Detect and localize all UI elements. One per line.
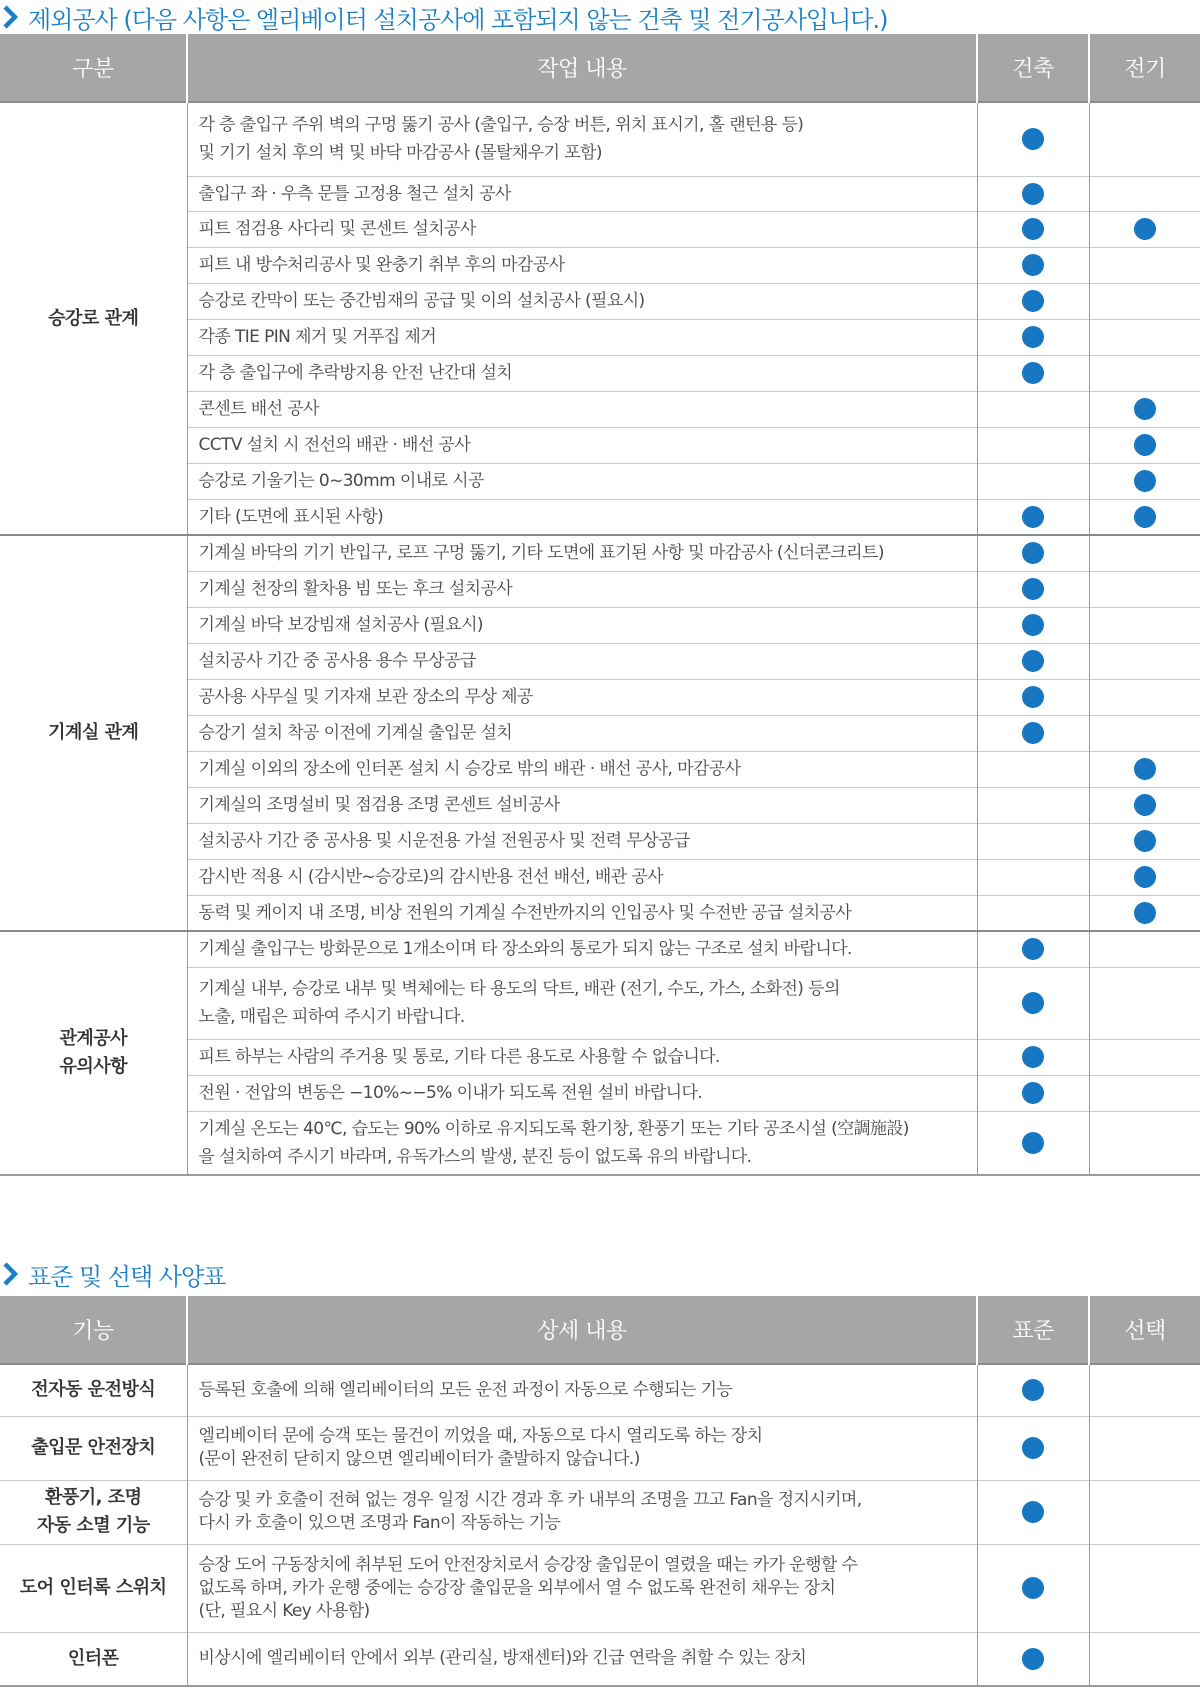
- work-description: [187, 247, 977, 283]
- work-description: [187, 499, 977, 535]
- electrical-cell: [1089, 355, 1200, 391]
- text-line: 콘센트 배선 공사: [198, 399, 319, 419]
- electrical-cell: [1089, 787, 1200, 823]
- function-detail: [187, 1480, 977, 1544]
- electrical-mark-icon: [1134, 470, 1156, 492]
- work-description: [187, 787, 977, 823]
- work-description: [187, 463, 977, 499]
- architecture-cell: [977, 571, 1089, 607]
- header-function: 기능: [0, 1296, 187, 1364]
- work-description: [187, 355, 977, 391]
- text-line: 각종 TIE PIN 제거 및 거푸집 제거: [198, 327, 437, 347]
- text-line: 을 설치하여 주시기 바라며, 유독가스의 발생, 분진 등이 없도록 유의 바랍니다.: [198, 1146, 752, 1167]
- work-description: [187, 1075, 977, 1111]
- architecture-mark-icon: [1022, 128, 1044, 150]
- table-row: [0, 1632, 1200, 1686]
- optional-cell: [1089, 1480, 1200, 1544]
- architecture-cell: [977, 1039, 1089, 1075]
- electrical-cell: [1089, 463, 1200, 499]
- function-detail: [187, 1364, 977, 1416]
- text-line: 기계실 온도는 40℃, 습도는 90% 이하로 유지되도록 환기창, 환풍기 또는 기타 공조시설 (空調施設): [198, 1118, 909, 1139]
- text-line: 기계실 천장의 활차용 빔 또는 후크 설치공사: [198, 579, 513, 599]
- work-description: [187, 607, 977, 643]
- electrical-cell: [1089, 715, 1200, 751]
- text-line: 환풍기, 조명: [44, 1487, 142, 1508]
- table-row: [0, 1480, 1200, 1544]
- electrical-cell: [1089, 823, 1200, 859]
- architecture-cell: [977, 895, 1089, 931]
- work-description: [187, 1039, 977, 1075]
- standard-mark-icon: [1022, 1437, 1044, 1459]
- text-line: 비상시에 엘리베이터 안에서 외부 (관리실, 방재센터)와 긴급 연락을 취할 수 있는 장치: [198, 1648, 807, 1669]
- standard-mark-icon: [1022, 1501, 1044, 1523]
- text-line: 동력 및 케이지 내 조명, 비상 전원의 기계실 수전반까지의 인입공사 및 수전반 공급 설치공사: [198, 902, 852, 923]
- table-row: [0, 931, 1200, 967]
- architecture-mark-icon: [1022, 938, 1044, 960]
- electrical-cell: [1089, 679, 1200, 715]
- architecture-cell: [977, 463, 1089, 499]
- architecture-cell: [977, 967, 1089, 1039]
- group-label: 기계실 관계: [0, 535, 187, 931]
- text-line: (단, 필요시 Key 사용함): [198, 1600, 370, 1621]
- work-description: [187, 283, 977, 319]
- group-label: 승강로 관계: [0, 102, 187, 535]
- architecture-cell: [977, 679, 1089, 715]
- electrical-cell: [1089, 102, 1200, 176]
- architecture-mark-icon: [1022, 650, 1044, 672]
- work-description: [187, 1111, 977, 1175]
- section1-title-text: 제외공사 (다음 사항은 엘리베이터 설치공사에 포함되지 않는 건축 및 전기공사입니다.): [28, 5, 888, 34]
- text-line: 감시반 적용 시 (감시반~승강로)의 감시반용 전선 배선, 배관 공사: [198, 867, 663, 887]
- header-work-content: 작업 내용: [187, 34, 977, 102]
- standard-mark-icon: [1022, 1379, 1044, 1401]
- text-line: 기계실의 조명설비 및 점검용 조명 콘센트 설비공사: [198, 795, 560, 815]
- architecture-mark-icon: [1022, 1082, 1044, 1104]
- text-line: 다시 카 호출이 있으면 조명과 Fan이 작동하는 기능: [198, 1513, 561, 1533]
- text-line: 없도록 하며, 카가 운행 중에는 승강장 출입문을 외부에서 열 수 없도록 완전히 채우는 장치: [198, 1577, 836, 1598]
- text-line: 승강로 칸막이 또는 중간빔재의 공급 및 이의 설치공사 (필요시): [198, 291, 645, 311]
- architecture-mark-icon: [1022, 218, 1044, 240]
- architecture-mark-icon: [1022, 254, 1044, 276]
- architecture-cell: [977, 823, 1089, 859]
- text-line: 인터폰: [67, 1647, 119, 1669]
- function-name: [0, 1364, 187, 1416]
- header-detail: 상세 내용: [187, 1296, 977, 1364]
- electrical-mark-icon: [1134, 218, 1156, 240]
- electrical-cell: [1089, 859, 1200, 895]
- text-line: 기계실 바닥의 기기 반입구, 로프 구멍 뚫기, 기타 도면에 표기된 사항 및 마감공사 (신더콘크리트): [198, 543, 884, 564]
- architecture-cell: [977, 176, 1089, 211]
- text-line: 전자동 운전방식: [31, 1379, 156, 1401]
- function-detail: [187, 1544, 977, 1632]
- electrical-cell: [1089, 283, 1200, 319]
- architecture-cell: [977, 931, 1089, 967]
- text-line: 기타 (도면에 표시된 사항): [198, 506, 384, 527]
- work-description: [187, 319, 977, 355]
- work-description: [187, 102, 977, 176]
- electrical-cell: [1089, 967, 1200, 1039]
- table-row: [0, 1544, 1200, 1632]
- work-description: [187, 571, 977, 607]
- table-row: [0, 535, 1200, 571]
- architecture-cell: [977, 1111, 1089, 1175]
- work-description: [187, 643, 977, 679]
- electrical-mark-icon: [1134, 434, 1156, 456]
- electrical-cell: [1089, 1075, 1200, 1111]
- text-line: 승강로 기울기는 0~30mm 이내로 시공: [198, 471, 484, 491]
- text-line: 승장 도어 구동장치에 취부된 도어 안전장치로서 승강장 출입문이 열렸을 때는 카가 운행할 수: [198, 1554, 858, 1575]
- electrical-cell: [1089, 1039, 1200, 1075]
- function-detail: [187, 1632, 977, 1686]
- text-line: 노출, 매립은 피하여 주시기 바랍니다.: [198, 1007, 465, 1027]
- spec-table: [0, 1296, 1200, 1687]
- work-description: [187, 859, 977, 895]
- function-name: [0, 1632, 187, 1686]
- electrical-mark-icon: [1134, 506, 1156, 528]
- architecture-cell: [977, 355, 1089, 391]
- text-line: 등록된 호출에 의해 엘리베이터의 모든 운전 과정이 자동으로 수행되는 기능: [198, 1379, 733, 1400]
- architecture-mark-icon: [1022, 362, 1044, 384]
- architecture-cell: [977, 247, 1089, 283]
- table-header-row: [0, 1296, 1200, 1364]
- architecture-cell: [977, 102, 1089, 176]
- architecture-cell: [977, 643, 1089, 679]
- architecture-mark-icon: [1022, 578, 1044, 600]
- text-line: 자동 소멸 기능: [36, 1515, 150, 1536]
- section2-title-text: 표준 및 선택 사양표: [28, 1262, 226, 1291]
- electrical-cell: [1089, 499, 1200, 535]
- exclusion-table: [0, 34, 1200, 1176]
- header-optional: 선택: [1089, 1296, 1200, 1364]
- group-label: [0, 931, 187, 1175]
- function-detail: [187, 1416, 977, 1480]
- standard-mark-icon: [1022, 1577, 1044, 1599]
- architecture-cell: [977, 499, 1089, 535]
- work-description: [187, 679, 977, 715]
- header-standard: 표준: [977, 1296, 1089, 1364]
- electrical-cell: [1089, 427, 1200, 463]
- architecture-cell: [977, 427, 1089, 463]
- electrical-cell: [1089, 931, 1200, 967]
- architecture-cell: [977, 211, 1089, 247]
- electrical-cell: [1089, 176, 1200, 211]
- text-line: 기계실 이외의 장소에 인터폰 설치 시 승강로 밖의 배관 · 배선 공사, 마감공사: [198, 759, 741, 779]
- electrical-mark-icon: [1134, 866, 1156, 888]
- table-row: [0, 1364, 1200, 1416]
- work-description: [187, 967, 977, 1039]
- electrical-mark-icon: [1134, 794, 1156, 816]
- optional-cell: [1089, 1632, 1200, 1686]
- text-line: 승강 및 카 호출이 전혀 없는 경우 일정 시간 경과 후 카 내부의 조명을 끄고 Fan을 정지시키며,: [198, 1490, 862, 1510]
- text-line: 피트 내 방수처리공사 및 완충기 취부 후의 마감공사: [198, 255, 565, 275]
- text-line: 각 층 출입구 주위 벽의 구멍 뚫기 공사 (출입구, 승장 버튼, 위치 표시기, 홀 랜턴용 등): [198, 115, 804, 136]
- text-line: CCTV 설치 시 전선의 배관 · 배선 공사: [198, 435, 471, 455]
- architecture-cell: [977, 715, 1089, 751]
- table-row: [0, 1416, 1200, 1480]
- optional-cell: [1089, 1544, 1200, 1632]
- text-line: 기계실 바닥 보강빔재 설치공사 (필요시): [198, 615, 483, 635]
- standard-mark-icon: [1022, 1648, 1044, 1670]
- architecture-mark-icon: [1022, 506, 1044, 528]
- work-description: [187, 823, 977, 859]
- architecture-cell: [977, 535, 1089, 571]
- chevron-right-icon: [2, 5, 18, 29]
- electrical-mark-icon: [1134, 830, 1156, 852]
- text-line: 기계실 내부, 승강로 내부 및 벽체에는 타 용도의 닥트, 배관 (전기, 수도, 가스, 소화전) 등의: [198, 979, 840, 999]
- text-line: 관계공사: [59, 1028, 128, 1049]
- standard-cell: [977, 1632, 1089, 1686]
- section2-title: [0, 1258, 225, 1290]
- architecture-cell: [977, 607, 1089, 643]
- electrical-mark-icon: [1134, 398, 1156, 420]
- table-header-row: [0, 34, 1200, 102]
- electrical-cell: [1089, 571, 1200, 607]
- header-architecture: 건축: [977, 34, 1089, 102]
- optional-cell: [1089, 1416, 1200, 1480]
- electrical-cell: [1089, 211, 1200, 247]
- electrical-cell: [1089, 895, 1200, 931]
- electrical-cell: [1089, 319, 1200, 355]
- architecture-mark-icon: [1022, 290, 1044, 312]
- standard-cell: [977, 1544, 1089, 1632]
- header-category: 구분: [0, 34, 187, 102]
- electrical-cell: [1089, 391, 1200, 427]
- electrical-cell: [1089, 751, 1200, 787]
- text-line: 엘리베이터 문에 승객 또는 물건이 끼었을 때, 자동으로 다시 열리도록 하는 장치: [198, 1426, 763, 1446]
- text-line: 전원 · 전압의 변동은 −10%~−5% 이내가 되도록 전원 설비 바랍니다.: [198, 1083, 703, 1103]
- work-description: [187, 715, 977, 751]
- architecture-mark-icon: [1022, 542, 1044, 564]
- architecture-cell: [977, 1075, 1089, 1111]
- architecture-cell: [977, 751, 1089, 787]
- chevron-right-icon: [2, 1262, 18, 1286]
- electrical-cell: [1089, 643, 1200, 679]
- architecture-cell: [977, 283, 1089, 319]
- work-description: [187, 931, 977, 967]
- electrical-mark-icon: [1134, 902, 1156, 924]
- section1-title: [0, 2, 887, 32]
- text-line: 피트 점검용 사다리 및 콘센트 설치공사: [198, 219, 476, 239]
- work-description: [187, 535, 977, 571]
- text-line: 출입구 좌 · 우측 문틀 고정용 철근 설치 공사: [198, 183, 511, 204]
- architecture-mark-icon: [1022, 183, 1044, 205]
- work-description: [187, 391, 977, 427]
- header-electrical: 전기: [1089, 34, 1200, 102]
- architecture-mark-icon: [1022, 992, 1044, 1014]
- architecture-cell: [977, 391, 1089, 427]
- standard-cell: [977, 1364, 1089, 1416]
- electrical-cell: [1089, 1111, 1200, 1175]
- standard-cell: [977, 1480, 1089, 1544]
- text-line: 각 층 출입구에 추락방지용 안전 난간대 설치: [198, 363, 513, 383]
- text-line: 출입문 안전장치: [31, 1437, 156, 1458]
- work-description: [187, 895, 977, 931]
- work-description: [187, 176, 977, 211]
- optional-cell: [1089, 1364, 1200, 1416]
- work-description: [187, 427, 977, 463]
- text-line: 승강기 설치 착공 이전에 기계실 출입문 설치: [198, 723, 513, 743]
- text-line: 설치공사 기간 중 공사용 및 시운전용 가설 전원공사 및 전력 무상공급: [198, 831, 690, 851]
- text-line: 도어 인터록 스위치: [19, 1577, 167, 1598]
- text-line: 기계실 출입구는 방화문으로 1개소이며 타 장소와의 통로가 되지 않는 구조로 설치 바랍니다.: [198, 939, 852, 960]
- function-name: [0, 1416, 187, 1480]
- text-line: 유의사항: [59, 1056, 128, 1077]
- text-line: 및 기기 설치 후의 벽 및 바닥 마감공사 (몰탈채우기 포함): [198, 143, 602, 164]
- work-description: [187, 211, 977, 247]
- electrical-cell: [1089, 247, 1200, 283]
- table-row: [0, 102, 1200, 176]
- text-line: 공사용 사무실 및 기자재 보관 장소의 무상 제공: [198, 687, 533, 707]
- architecture-mark-icon: [1022, 614, 1044, 636]
- architecture-cell: [977, 859, 1089, 895]
- electrical-cell: [1089, 607, 1200, 643]
- text-line: (문이 완전히 닫히지 않으면 엘리베이터가 출발하지 않습니다.): [198, 1449, 640, 1469]
- function-name: [0, 1480, 187, 1544]
- text-line: 설치공사 기간 중 공사용 용수 무상공급: [198, 651, 476, 671]
- electrical-mark-icon: [1134, 758, 1156, 780]
- standard-cell: [977, 1416, 1089, 1480]
- electrical-cell: [1089, 535, 1200, 571]
- architecture-mark-icon: [1022, 686, 1044, 708]
- text-line: 피트 하부는 사람의 주거용 및 통로, 기타 다른 용도로 사용할 수 없습니다.: [198, 1047, 720, 1067]
- architecture-mark-icon: [1022, 1046, 1044, 1068]
- architecture-mark-icon: [1022, 326, 1044, 348]
- architecture-cell: [977, 319, 1089, 355]
- architecture-mark-icon: [1022, 1132, 1044, 1154]
- architecture-mark-icon: [1022, 722, 1044, 744]
- function-name: [0, 1544, 187, 1632]
- work-description: [187, 751, 977, 787]
- architecture-cell: [977, 787, 1089, 823]
